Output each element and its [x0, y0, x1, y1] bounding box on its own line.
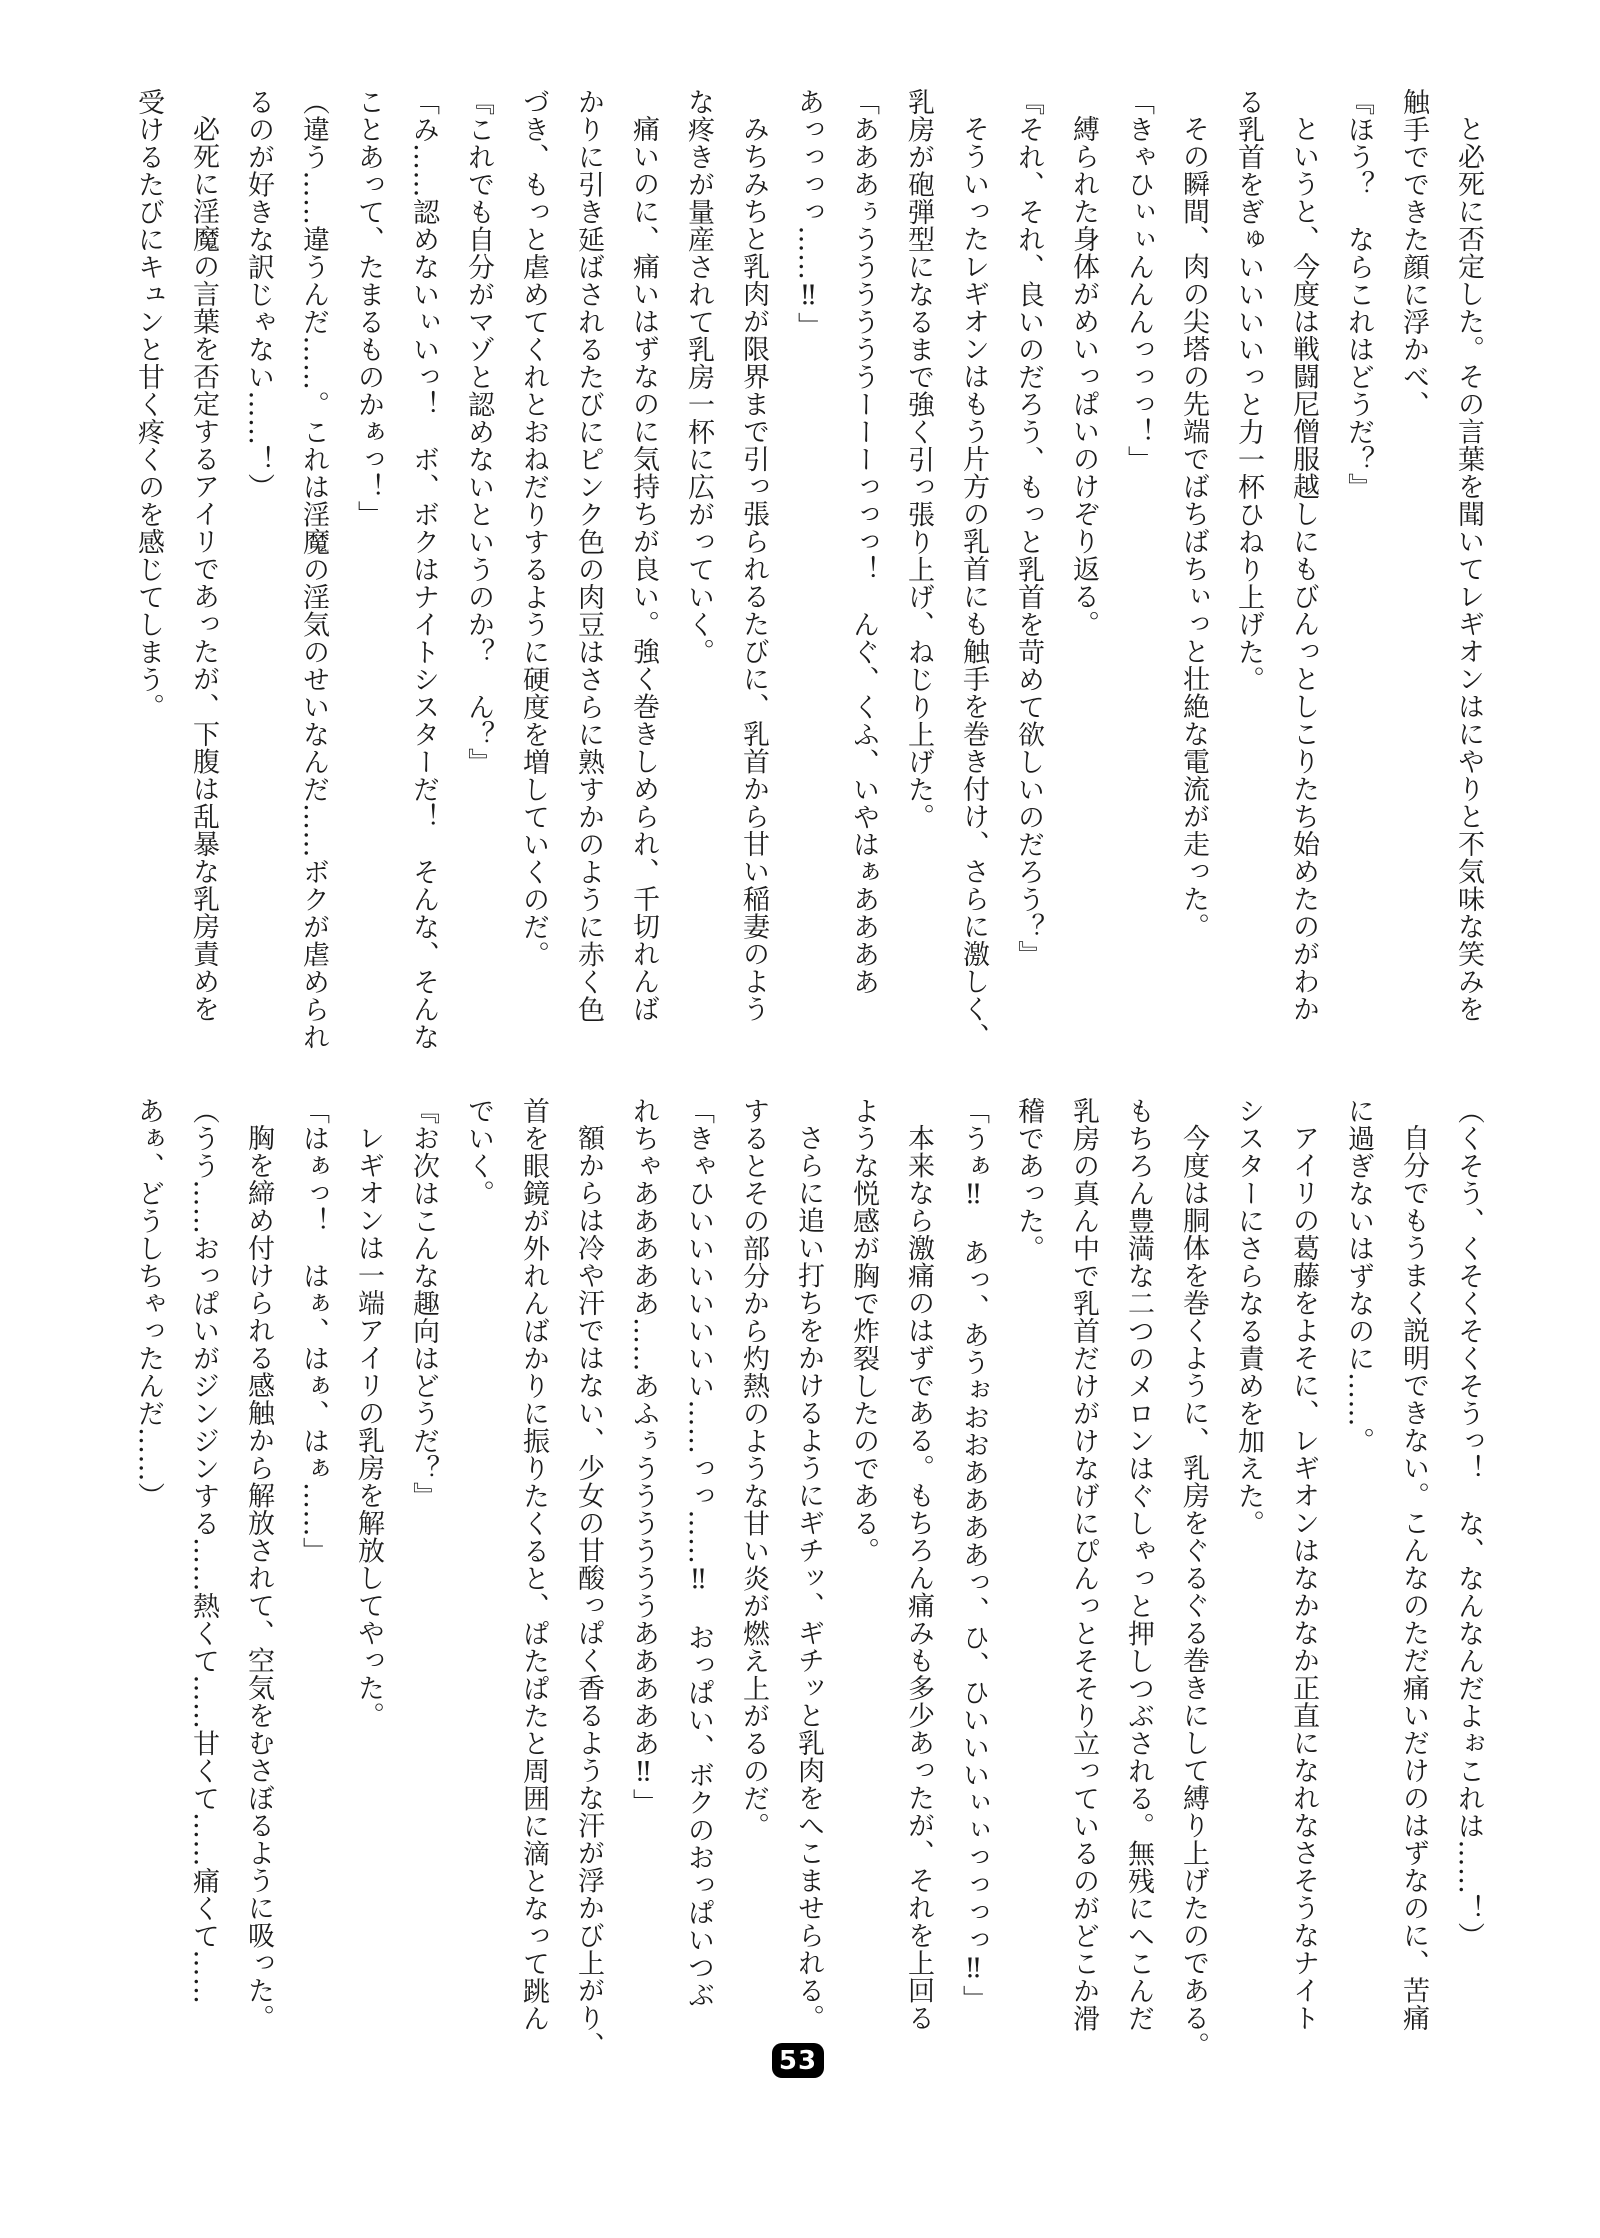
text-column: 稽であった。	[1013, 1097, 1044, 1262]
text-column: シスターにさらなる責めを加えた。	[1233, 1097, 1264, 1537]
text-column: そういったレギオンはもう片方の乳首にも触手を巻き付け、さらに激しく、	[958, 115, 989, 1050]
text-column: 額からは冷や汗ではない、少女の甘酸っぱく香るような汗が浮かび上がり、	[573, 1124, 604, 2059]
text-column: 「うぁ‼ あっ、あうぉおおああああっ、ひ、ひいいいぃぃっっっっ‼」	[958, 1097, 989, 2013]
text-column: （違う……違うんだ……。これは淫魔の淫気のせいなんだ……ボクが虐められ	[298, 88, 329, 1051]
page-number: 53	[778, 2045, 818, 2076]
text-column: もちろん豊満な二つのメロンはぐしゃっと押しつぶされる。無残にへこんだ	[1123, 1097, 1154, 2032]
text-column: 「きゃひぃぃんんんっっっ！」	[1123, 88, 1154, 473]
text-column: みちみちと乳肉が限界まで引っ張られるたびに、乳首から甘い稲妻のよう	[738, 115, 769, 1023]
text-column: 「きゃひいいいいいいい……っっ……‼ おっぱい、ボクのおっぱいつぶ	[683, 1097, 714, 2009]
text-column: 乳房が砲弾型になるまで強く引っ張り上げ、ねじり上げた。	[903, 88, 934, 831]
text-column: 首を眼鏡が外れんばかりに振りたくると、ぱたぱたと周囲に滴となって跳ん	[518, 1097, 549, 2032]
text-column: ことあって、たまるものかぁっ！」	[353, 88, 384, 528]
text-column: 胸を締め付けられる感触から解放されて、空気をむさぼるように吸った。	[243, 1124, 274, 2032]
text-column: 『これでも自分がマゾと認めないというのか？ ん？』	[463, 88, 494, 776]
text-column: 「み……認めないぃいっ！ ボ、ボクはナイトシスターだ！ そんな、そんな	[408, 88, 439, 1051]
text-column: と必死に否定した。その言葉を聞いてレギオンはにやりと不気味な笑みを	[1453, 115, 1484, 1023]
text-column: レギオンは一端アイリの乳房を解放してやった。	[353, 1124, 384, 1729]
text-column: 痛いのに、痛いはずなのに気持ちが良い。強く巻きしめられ、千切れんば	[628, 115, 659, 1023]
text-column: づき、もっと虐めてくれとおねだりするように硬度を増していくのだ。	[518, 88, 549, 968]
text-column: アイリの葛藤をよそに、レギオンはなかなか正直になれなさそうなナイト	[1288, 1124, 1319, 2032]
text-column: 『お次はこんな趣向はどうだ？』	[408, 1097, 439, 1510]
text-column: でいく。	[463, 1097, 494, 1207]
text-column: 縛られた身体がめいっぱいのけぞり返る。	[1068, 115, 1099, 638]
text-column: 必死に淫魔の言葉を否定するアイリであったが、下腹は乱暴な乳房責めを	[188, 115, 219, 1023]
text-column: 本来なら激痛のはずである。もちろん痛みも多少あったが、それを上回る	[903, 1124, 934, 2032]
text-column: 「はぁっ！ はぁ、はぁ、はぁ……」	[298, 1097, 329, 1565]
text-column: その瞬間、肉の尖塔の先端でばちばちぃっと壮絶な電流が走った。	[1178, 115, 1209, 940]
text-column: 自分でもうまく説明できない。こんなのただ痛いだけのはずなのに、苦痛	[1398, 1124, 1429, 2032]
text-column: かりに引き延ばされるたびにピンク色の肉豆はさらに熟すかのように赤く色	[573, 88, 604, 1023]
bottom-text-block	[121, 1097, 1496, 2062]
text-column: さらに追い打ちをかけるようにギチッ、ギチッと乳肉をへこませられる。	[793, 1124, 824, 2032]
text-column: 乳房の真ん中で乳首だけがけなげにぴんっとそそり立っているのがどこか滑	[1068, 1097, 1099, 2032]
text-column: 『それ、それ、良いのだろう、もっと乳首を苛めて欲しいのだろう？』	[1013, 88, 1044, 968]
text-column: 『ほう？ ならこれはどうだ？』	[1343, 88, 1374, 501]
text-column: 受けるたびにキュンと甘く疼くのを感じてしまう。	[133, 88, 164, 721]
text-column: 「あああぅううううううーーーっっっ！ んぐ、くふ、いやはぁああああ	[848, 88, 879, 996]
top-text-block	[121, 88, 1496, 1053]
text-column: というと、今度は戦闘尼僧服越しにもびんっとしこりたち始めたのがわか	[1288, 115, 1319, 1023]
text-column: （うう……おっぱいがジンジンする……熱くて……甘くて……痛くて……	[188, 1097, 219, 2005]
text-column: 触手でできた顔に浮かべ、	[1398, 88, 1429, 418]
text-column: な疼きが量産されて乳房一杯に広がっていく。	[683, 88, 714, 666]
text-column: するとその部分から灼熱のような甘い炎が燃え上がるのだ。	[738, 1097, 769, 1840]
text-column: る乳首をぎゅいいいいっと力一杯ひねり上げた。	[1233, 88, 1264, 693]
text-column: （くそう、くそくそくそうっ！ な、なんなんだよぉこれは……！）	[1453, 1097, 1484, 1950]
text-column: ような悦感が胸で炸裂したのである。	[848, 1097, 879, 1565]
text-column: れちゃあああああ……あふぅううううううあああああ‼」	[628, 1097, 659, 1816]
text-column: るのが好きな訳じゃない……！）	[243, 88, 274, 501]
text-column: あぁ、どうしちゃったんだ……）	[133, 1097, 164, 1510]
text-column: 今度は胴体を巻くように、乳房をぐるぐる巻きにして縛り上げたのである。	[1178, 1124, 1209, 2059]
text-column: に過ぎないはずなのに……。	[1343, 1097, 1374, 1455]
page-number-badge	[772, 2043, 824, 2078]
text-column: あっっっっ……‼」	[793, 88, 824, 340]
